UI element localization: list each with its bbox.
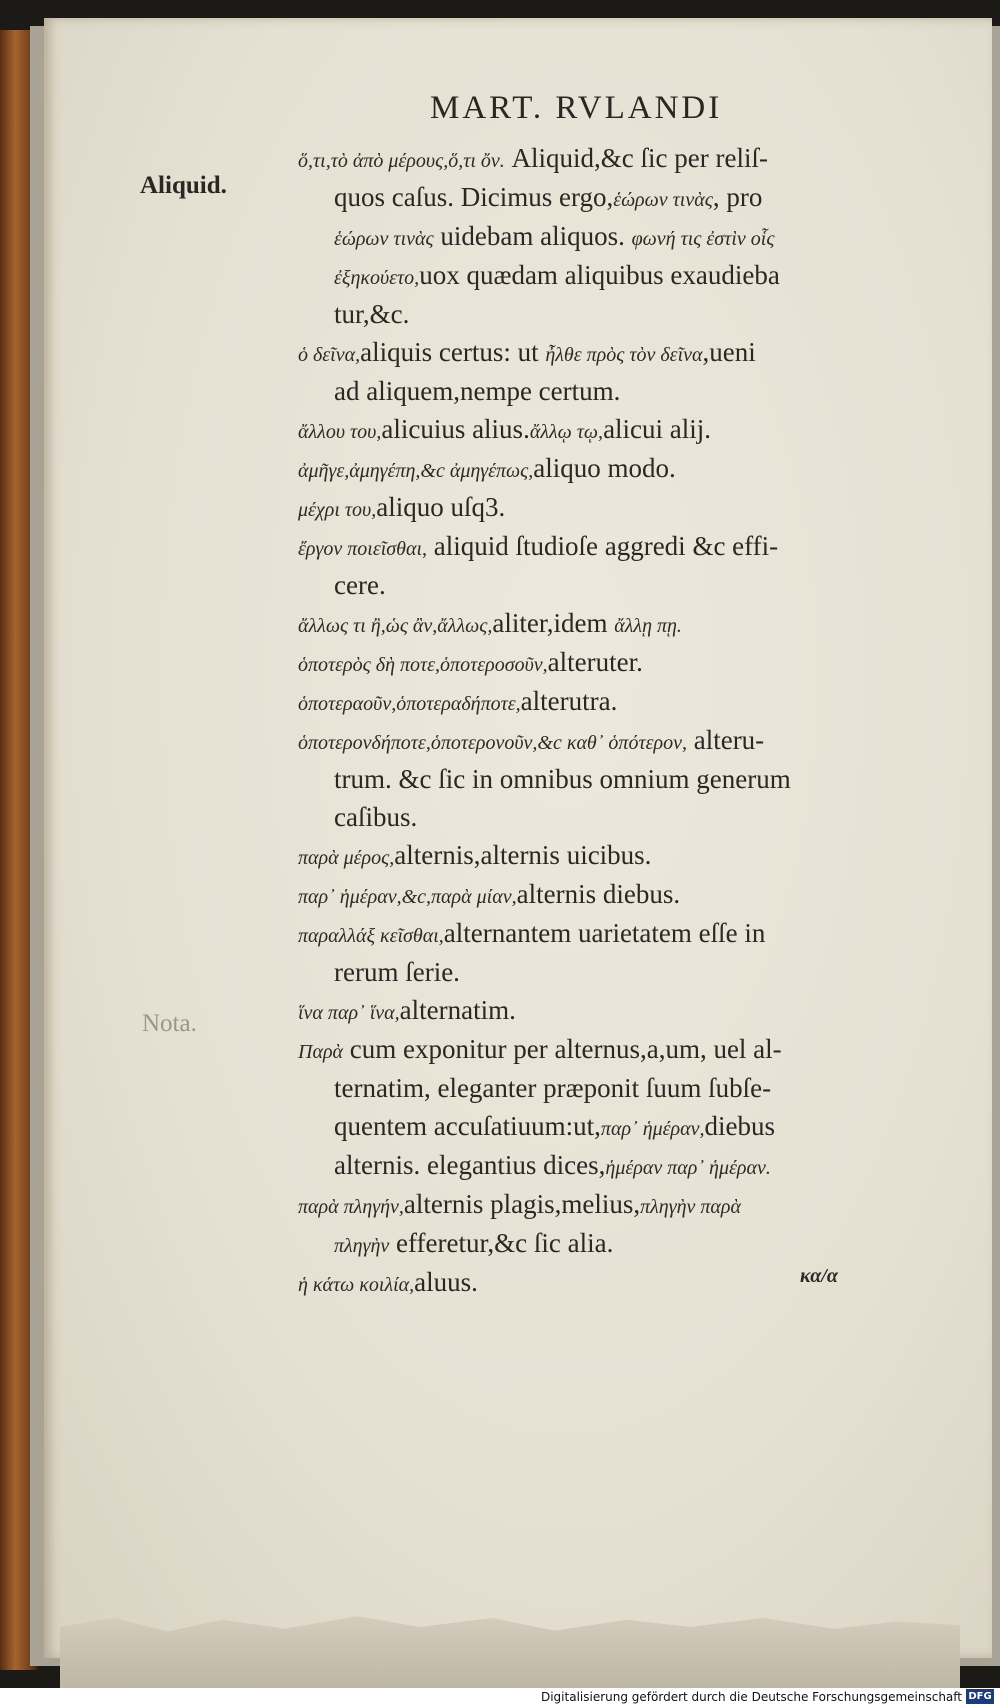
greek-phrase: ἑώρων τινὰς: [613, 189, 713, 211]
footer-credit: Digitalisierung gefördert durch die Deutsche Forschungsgemeinschaft: [540, 1690, 962, 1704]
dictionary-entry: [298, 411, 948, 450]
latin-gloss: uidebam aliquos.: [433, 221, 632, 251]
entry-line: [298, 218, 948, 257]
greek-phrase: πληγὴν παρὰ: [640, 1196, 742, 1218]
latin-gloss: aliquis certus: ut: [360, 337, 546, 367]
latin-gloss: , pro: [712, 182, 763, 212]
greek-phrase: μέχρι του,: [298, 499, 377, 521]
latin-gloss: cere.: [334, 570, 386, 600]
entry-line: [298, 567, 948, 605]
dictionary-entry: [298, 644, 948, 683]
latin-gloss: alternatim.: [399, 995, 516, 1025]
entry-line: [298, 257, 948, 296]
greek-phrase: ἐξηκούετο,: [334, 267, 420, 289]
greek-phrase: παρ᾽ ἡμέραν,&c,παρὰ μίαν,: [298, 886, 517, 908]
dictionary-entry: [298, 837, 948, 876]
latin-gloss: efferetur,&c ſic alia.: [389, 1228, 614, 1258]
latin-gloss: uox quædam aliquibus exaudieba: [419, 260, 780, 290]
entry-line: [298, 761, 948, 799]
entry-line: [298, 1186, 948, 1225]
greek-phrase: ἑώρων τινὰς: [334, 228, 434, 250]
entry-line: [298, 915, 948, 954]
latin-gloss: alternantem uarietatem eſſe in: [443, 918, 766, 948]
greek-phrase: ἦλθε πρὸς τὸν δεῖνα: [545, 344, 703, 366]
latin-gloss: ternatim, eleganter præponit ſuum ſubſe-: [334, 1073, 772, 1103]
dictionary-entry: [298, 489, 948, 528]
latin-gloss: alternis,alternis uicibus.: [394, 840, 652, 870]
entry-line: [298, 1225, 948, 1264]
latin-gloss: aliquo modo.: [533, 453, 676, 483]
entry-line: [298, 876, 948, 915]
dictionary-entry: [298, 605, 948, 644]
greek-phrase: ὅ,τι,τὸ ἀπὸ μέρους,ὅ,τι ὄν.: [298, 150, 505, 172]
dictionary-entry: [298, 140, 948, 334]
entry-line: [298, 489, 948, 528]
entry-line: [298, 179, 948, 218]
latin-gloss: Aliquid,&c ſic per reliſ-: [504, 143, 768, 173]
digitization-footer: [0, 1688, 1000, 1707]
entry-line: [298, 837, 948, 876]
entry-line: [298, 644, 948, 683]
dictionary-entry: [298, 528, 948, 605]
greek-phrase: ἄλλῃ πῃ.: [614, 615, 682, 637]
greek-phrase: παρ᾽ ἡμέραν,: [600, 1118, 705, 1140]
entry-line: [298, 992, 948, 1031]
dictionary-entry: [298, 992, 948, 1031]
dictionary-entry: [298, 915, 948, 992]
entry-line: [298, 1031, 948, 1070]
dictionary-entry: [298, 334, 948, 411]
entry-line: [298, 373, 948, 411]
entry-line: [298, 1070, 948, 1108]
dictionary-entry: [298, 1264, 948, 1303]
greek-phrase: παρὰ πληγήν,: [298, 1196, 404, 1218]
dictionary-entry: [298, 450, 948, 489]
latin-gloss: quos caſus. Dicimus ergo,: [334, 182, 614, 212]
greek-phrase: παρὰ μέρος,: [298, 847, 395, 869]
latin-gloss: ,ueni: [702, 337, 756, 367]
greek-phrase: ὁποτερὸς δὴ ποτε,ὁποτεροσοῦν,: [298, 654, 548, 676]
latin-gloss: ad aliquem,nempe certum.: [334, 376, 621, 406]
entry-line: [298, 450, 948, 489]
dictionary-entry: [298, 876, 948, 915]
greek-phrase: πληγὴν: [334, 1235, 390, 1257]
greek-phrase: ὁποτεραοῦν,ὁποτεραδήποτε,: [298, 693, 521, 715]
greek-phrase: ἵνα παρ᾽ ἵνα,: [298, 1002, 400, 1024]
entry-line: [298, 140, 948, 179]
latin-gloss: alteruter.: [547, 647, 643, 677]
latin-gloss: alternis plagis,melius,: [403, 1189, 641, 1219]
greek-phrase: ὁποτερονδήποτε,ὁποτερονοῦν,&c καθ᾽ ὁπότερον,: [298, 732, 687, 754]
entry-line: [298, 722, 948, 761]
entry-line: [298, 605, 948, 644]
dictionary-entries: [298, 140, 948, 1303]
greek-phrase: Παρὰ: [298, 1041, 344, 1063]
greek-phrase: ἄλλως τι ἢ,ὡς ἂν,ἄλλως,: [298, 615, 493, 637]
entry-line: [298, 1264, 948, 1303]
entry-line: [298, 799, 948, 837]
entry-line: [298, 411, 948, 450]
greek-phrase: φωνή τις ἐστὶν οἷς: [631, 228, 775, 250]
entry-line: [298, 1108, 948, 1147]
greek-phrase: ἔργον ποιεῖσθαι,: [298, 538, 427, 560]
entry-line: [298, 296, 948, 334]
greek-phrase: ἡ κάτω κοιλία,: [298, 1274, 415, 1296]
latin-gloss: alteru-: [686, 725, 765, 755]
greek-phrase: ἄλλῳ τῳ,: [529, 421, 604, 443]
margin-note-nota: Nota.: [142, 1010, 197, 1037]
greek-phrase: ἡμέραν παρ᾽ ἡμέραν.: [605, 1157, 771, 1179]
greek-phrase: ἄλλου του,: [298, 421, 382, 443]
latin-gloss: alternis. elegantius dices,: [334, 1150, 606, 1180]
dfg-logo: DFG: [966, 1689, 994, 1704]
entry-line: [298, 954, 948, 992]
latin-gloss: alternis diebus.: [516, 879, 681, 909]
catchword: κα/α: [800, 1265, 838, 1287]
latin-gloss: aliter,idem: [492, 608, 615, 638]
dictionary-entry: [298, 1186, 948, 1264]
latin-gloss: alicui alij.: [603, 414, 712, 444]
latin-gloss: alicuius alius.: [381, 414, 530, 444]
dictionary-entry: [298, 1031, 948, 1186]
greek-phrase: ἀμῆγε,ἀμηγέπη,&c ἀμηγέπως,: [298, 460, 534, 482]
margin-note-aliquid: Aliquid.: [140, 172, 227, 199]
latin-gloss: cum exponitur per alternus,a,um, uel al-: [343, 1034, 782, 1064]
dictionary-entry: [298, 722, 948, 837]
latin-gloss: aliquid ſtudioſe aggredi &c effi-: [427, 531, 779, 561]
running-head: MART. RVLANDI: [430, 90, 723, 126]
latin-gloss: trum. &c ſic in omnibus omnium generum: [334, 764, 791, 794]
entry-line: [298, 683, 948, 722]
dictionary-entry: [298, 683, 948, 722]
greek-phrase: ὁ δεῖνα,: [298, 344, 361, 366]
greek-phrase: παραλλάξ κεῖσθαι,: [298, 925, 444, 947]
latin-gloss: alterutra.: [520, 686, 618, 716]
entry-line: [298, 528, 948, 567]
entry-line: [298, 334, 948, 373]
latin-gloss: aliquo uſq3.: [376, 492, 506, 522]
latin-gloss: diebus: [704, 1111, 776, 1141]
latin-gloss: rerum ſerie.: [334, 957, 460, 987]
latin-gloss: caſibus.: [334, 802, 418, 832]
latin-gloss: tur,&c.: [334, 299, 410, 329]
entry-line: [298, 1147, 948, 1186]
latin-gloss: aluus.: [414, 1267, 478, 1297]
latin-gloss: quentem accuſatiuum:ut,: [334, 1111, 601, 1141]
